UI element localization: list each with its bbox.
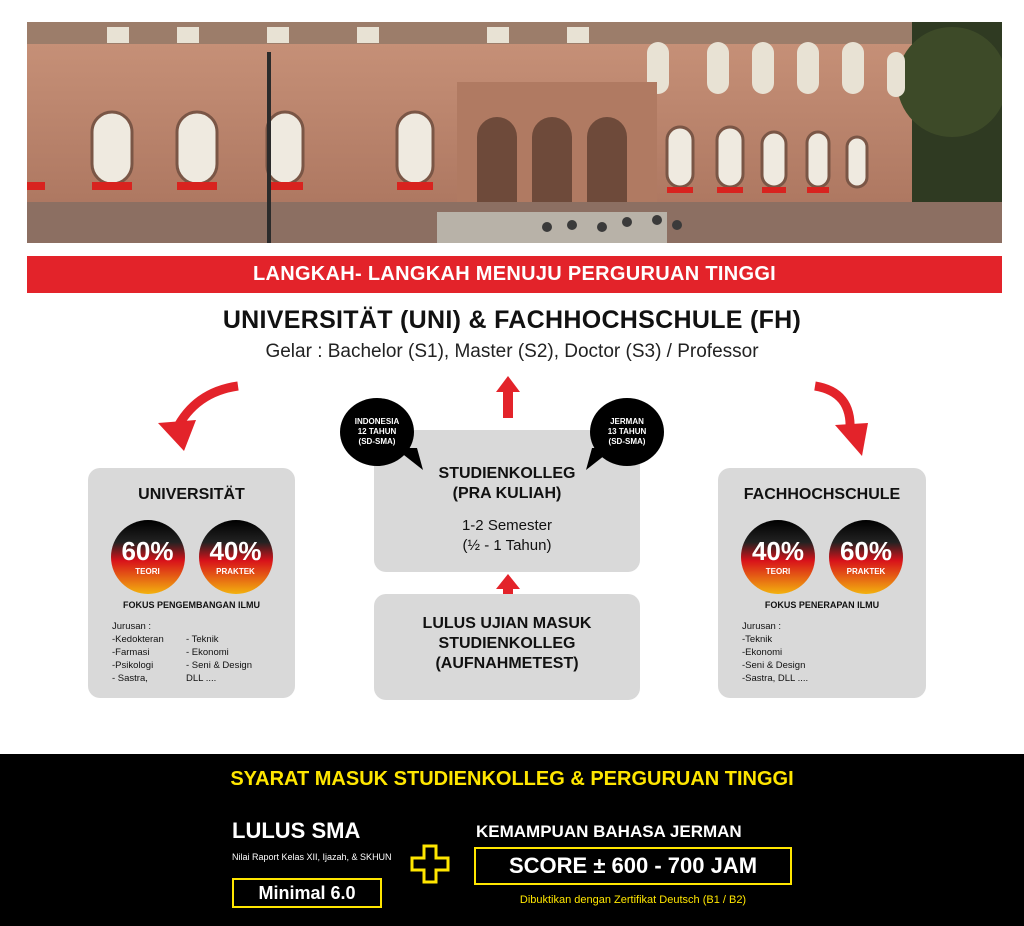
up-arrow-middle-icon: [496, 574, 520, 589]
practice-label: PRAKTEK: [216, 567, 255, 576]
aufnahme-line2: STUDIENKOLLEG: [438, 635, 576, 652]
theory-percentage-circle: [741, 520, 815, 594]
lulus-sma-heading: LULUS SMA: [232, 818, 361, 843]
right-curved-arrow-icon: [815, 386, 850, 430]
score-badge: SCORE ± 600 - 700 JAM: [474, 847, 792, 885]
bubble-tail-icon: [395, 448, 425, 472]
requirements-title: SYARAT MASUK STUDIENKOLLEG & PERGURUAN TINGGI: [230, 768, 794, 790]
studienkolleg-duration-years: (½ - 1 Tahun): [462, 537, 552, 554]
studienkolleg-title-line1: STUDIENKOLLEG: [438, 465, 576, 482]
list-item: - Seni & Design: [186, 660, 253, 671]
list-item: -Kedokteran: [112, 634, 164, 645]
bubble-text: 13 TAHUN: [607, 427, 647, 436]
practice-label: PRAKTEK: [846, 567, 886, 576]
list-item: - Teknik: [186, 634, 219, 645]
plus-icon: [410, 844, 450, 884]
practice-percentage: 60%: [839, 536, 893, 566]
list-item: -Seni & Design: [742, 660, 806, 671]
universitat-jurusan-col1: [112, 620, 164, 685]
minimal-score-badge: Minimal 6.0: [232, 878, 382, 908]
university-building-photo: [27, 22, 1002, 243]
list-item: DLL ....: [186, 673, 217, 684]
list-item: - Sastra,: [112, 673, 148, 684]
list-item: - Ekonomi: [186, 647, 229, 658]
list-item: -Teknik: [742, 634, 773, 645]
list-item: -Psikologi: [112, 660, 154, 671]
right-arrowhead-icon: [835, 423, 868, 456]
german-language-heading: KEMAMPUAN BAHASA JERMAN: [476, 822, 742, 841]
theory-label: TEORI: [765, 567, 791, 576]
left-arrowhead-icon: [158, 420, 196, 451]
studienkolleg-duration: 1-2 Semester: [461, 517, 553, 534]
practice-percentage: 40%: [209, 536, 262, 566]
theory-percentage-circle: [111, 520, 185, 594]
universitat-focus: FOKUS PENGEMBANGAN ILMU: [123, 600, 260, 610]
requirements-footer: [0, 754, 1024, 926]
list-item: -Sastra, DLL ....: [742, 673, 809, 684]
theory-percentage: 60%: [121, 536, 174, 566]
universitat-card: [88, 468, 295, 698]
bubble-text: INDONESIA: [354, 417, 400, 426]
bubble-tail-icon: [584, 448, 614, 472]
jurusan-label: Jurusan :: [112, 621, 152, 632]
theory-percentage: 40%: [751, 536, 805, 566]
degree-subtitle: Gelar : Bachelor (S1), Master (S2), Doctor (S3) / Professor: [265, 341, 759, 362]
aufnahme-line1: LULUS UJIAN MASUK: [422, 615, 592, 632]
theory-label: TEORI: [135, 567, 160, 576]
bubble-text: (SD-SMA): [358, 437, 396, 446]
left-curved-arrow-icon: [176, 386, 238, 430]
certificate-note: Dibuktikan dengan Zertifikat Deutsch (B1 / B2): [519, 894, 747, 906]
universitat-title: UNIVERSITÄT: [138, 486, 245, 503]
fachhochschule-title: FACHHOCHSCHULE: [743, 486, 901, 503]
fachhochschule-jurusan: [742, 620, 808, 685]
fachhochschule-focus: FOKUS PENERAPAN ILMU: [764, 600, 880, 610]
fachhochschule-card: [718, 468, 926, 698]
list-item: -Ekonomi: [742, 647, 783, 658]
list-item: -Farmasi: [112, 647, 150, 658]
aufnahmetest-card: [374, 594, 640, 700]
lulus-sma-description: Nilai Raport Kelas XII, Ijazah, & SKHUN: [232, 852, 392, 862]
bubble-text: 12 TAHUN: [357, 427, 397, 436]
page-title: UNIVERSITÄT (UNI) & FACHHOCHSCHULE (FH): [222, 306, 802, 334]
practice-percentage-circle: [199, 520, 273, 594]
steps-banner: LANGKAH- LANGKAH MENUJU PERGURUAN TINGGI: [27, 256, 1002, 293]
bubble-text: JERMAN: [610, 417, 644, 426]
practice-percentage-circle: [829, 520, 903, 594]
bubble-text: (SD-SMA): [608, 437, 646, 446]
jurusan-label: Jurusan :: [742, 621, 782, 632]
studienkolleg-title-line2: (PRA KULIAH): [452, 485, 562, 502]
aufnahme-line3: (AUFNAHMETEST): [435, 655, 579, 672]
up-arrow-top-icon: [496, 376, 520, 392]
universitat-jurusan-col2: [186, 633, 252, 685]
